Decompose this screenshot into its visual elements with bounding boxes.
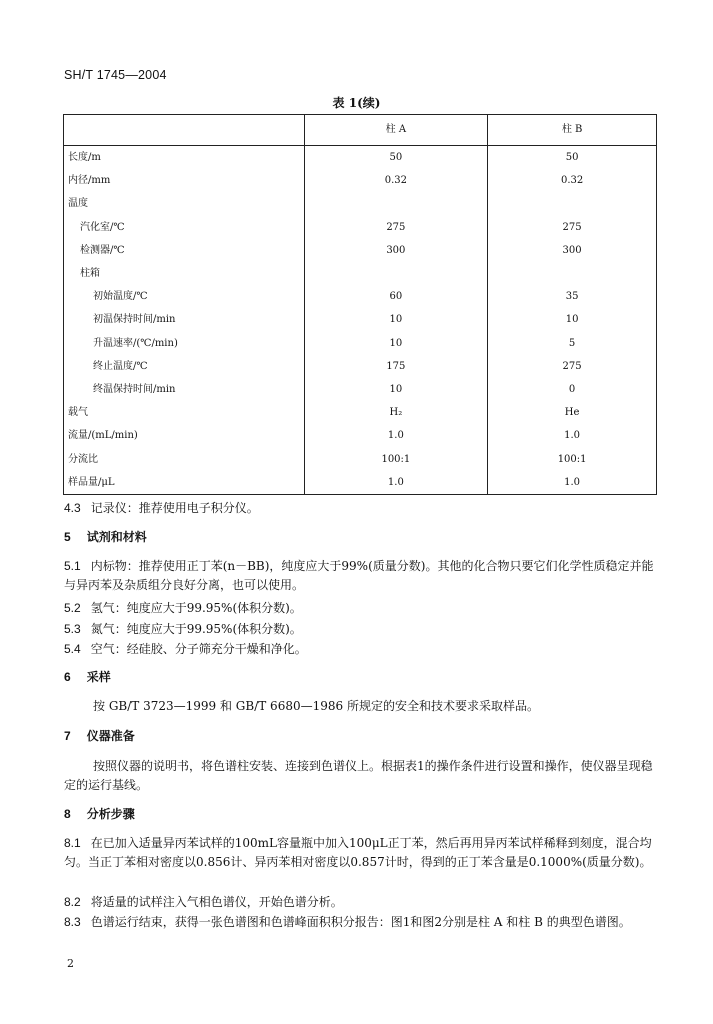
- table-row: [64, 216, 657, 239]
- column-a-value: [304, 262, 488, 285]
- column-a-value: H₂: [304, 401, 488, 424]
- section-5-heading: [64, 528, 658, 547]
- clause-text: 记录仪：推荐使用电子积分仪。: [90, 501, 259, 515]
- table-row: [64, 146, 657, 170]
- row-label: 初温保持时间/min: [64, 308, 305, 331]
- row-label: 升温速率/(℃/min): [64, 332, 305, 355]
- column-header-column-b: 柱 B: [488, 115, 657, 146]
- table-row: [64, 285, 657, 308]
- column-b-value: 300: [488, 239, 657, 262]
- section-7-heading: [64, 727, 658, 746]
- column-a-value: 100:1: [304, 448, 488, 471]
- clause-8-2: [64, 893, 658, 912]
- column-b-value: [488, 192, 657, 215]
- row-label: 内径/mm: [64, 169, 305, 192]
- page-number: 2: [67, 957, 74, 970]
- clause-text: 内标物：推荐使用正丁苯(n－BB)，纯度应大于99%(质量分数)。其他的化合物只要它们化学性质稳定并能与异丙苯及杂质组分良好分离，也可以使用。: [64, 559, 654, 592]
- table-row: [64, 192, 657, 215]
- column-a-value: 175: [304, 355, 488, 378]
- clause-4-3: [64, 499, 658, 518]
- clause-number: 8.3: [64, 915, 81, 929]
- clause-8-3: [64, 913, 658, 932]
- clause-text: 氮气：纯度应大于99.95%(体积分数)。: [90, 622, 302, 636]
- clause-text: 空气：经硅胶、分子筛充分干燥和净化。: [90, 642, 307, 656]
- section-title: 分析步骤: [86, 807, 135, 821]
- table-row: [64, 239, 657, 262]
- table-row: [64, 448, 657, 471]
- row-label: 初始温度/℃: [64, 285, 305, 308]
- column-b-value: 275: [488, 216, 657, 239]
- clause-number: 8.1: [64, 836, 81, 850]
- row-label: 汽化室/℃: [64, 216, 305, 239]
- table-row: [64, 401, 657, 424]
- column-a-value: 1.0: [304, 424, 488, 447]
- column-b-value: 100:1: [488, 448, 657, 471]
- section-title: 试剂和材料: [86, 530, 147, 544]
- table-row: [64, 169, 657, 192]
- standard-number: SH/T 1745—2004: [64, 68, 167, 82]
- clause-5-1: [64, 557, 658, 595]
- column-b-value: 35: [488, 285, 657, 308]
- table-row: [64, 471, 657, 495]
- clause-text: 将适量的试样注入气相色谱仪，开始色谱分析。: [90, 895, 343, 909]
- row-label: 载气: [64, 401, 305, 424]
- row-label: 终止温度/℃: [64, 355, 305, 378]
- section-8-heading: [64, 805, 658, 824]
- column-b-value: 0: [488, 378, 657, 401]
- column-b-value: [488, 262, 657, 285]
- column-a-value: 50: [304, 146, 488, 170]
- column-header-item: [64, 115, 305, 146]
- table-header-row: [64, 115, 657, 146]
- row-label: 温度: [64, 192, 305, 215]
- section-title: 采样: [86, 670, 111, 684]
- clause-number: 8.2: [64, 895, 81, 909]
- clause-text: 色谱运行结束，获得一张色谱图和色谱峰面积积分报告：图1和图2分别是柱 A 和柱 B 的典型色谱图。: [90, 915, 631, 929]
- row-label: 检测器/℃: [64, 239, 305, 262]
- column-b-value: 50: [488, 146, 657, 170]
- column-a-value: 1.0: [304, 471, 488, 495]
- table-row: [64, 378, 657, 401]
- clause-8-1: [64, 834, 658, 872]
- section-7-text: 按照仪器的说明书，将色谱柱安装、连接到色谱仪上。根据表1的操作条件进行设置和操作，使仪器呈现稳定的运行基线。: [64, 759, 653, 792]
- column-a-value: [304, 192, 488, 215]
- section-6-heading: [64, 668, 658, 687]
- column-b-value: 0.32: [488, 169, 657, 192]
- row-label: 终温保持时间/min: [64, 378, 305, 401]
- clause-5-2: [64, 599, 658, 618]
- section-title: 仪器准备: [86, 729, 135, 743]
- section-number: 8: [64, 807, 71, 821]
- column-b-value: 1.0: [488, 471, 657, 495]
- column-b-value: He: [488, 401, 657, 424]
- section-number: 7: [64, 729, 71, 743]
- clause-text: 氢气：纯度应大于99.95%(体积分数)。: [90, 601, 302, 615]
- clause-number: 5.1: [64, 559, 81, 573]
- column-a-value: 10: [304, 308, 488, 331]
- clause-5-3: [64, 620, 658, 639]
- column-b-value: 1.0: [488, 424, 657, 447]
- table-row: [64, 308, 657, 331]
- clause-number: 5.3: [64, 622, 81, 636]
- column-a-value: 275: [304, 216, 488, 239]
- column-b-value: 10: [488, 308, 657, 331]
- section-6-text: 按 GB/T 3723—1999 和 GB/T 6680—1986 所规定的安全和技术要求采取样品。: [93, 699, 539, 713]
- row-label: 分流比: [64, 448, 305, 471]
- column-a-value: 300: [304, 239, 488, 262]
- column-header-column-a: 柱 A: [304, 115, 488, 146]
- table-row: [64, 355, 657, 378]
- row-label: 样品量/μL: [64, 471, 305, 495]
- table-row: [64, 262, 657, 285]
- column-b-value: 275: [488, 355, 657, 378]
- table-caption: 表 1(续): [332, 96, 381, 110]
- row-label: 流量/(mL/min): [64, 424, 305, 447]
- column-a-value: 0.32: [304, 169, 488, 192]
- clause-number: 4.3: [64, 501, 81, 515]
- column-b-value: 5: [488, 332, 657, 355]
- column-a-value: 10: [304, 378, 488, 401]
- clause-text: 在已加入适量异丙苯试样的100mL容量瓶中加入100μL正丁苯，然后再用异丙苯试样稀释到刻度，混合均匀。当正丁苯相对密度以0.856计、异丙苯相对密度以0.857计时，得到的正丁苯含量是0.1000%(质量分数)。: [64, 836, 652, 869]
- clause-number: 5.4: [64, 642, 81, 656]
- column-a-value: 60: [304, 285, 488, 308]
- column-a-value: 10: [304, 332, 488, 355]
- section-number: 6: [64, 670, 71, 684]
- conditions-table: [63, 114, 657, 495]
- row-label: 柱箱: [64, 262, 305, 285]
- clause-5-4: [64, 640, 658, 659]
- table-row: [64, 424, 657, 447]
- row-label: 长度/m: [64, 146, 305, 170]
- section-number: 5: [64, 530, 71, 544]
- clause-number: 5.2: [64, 601, 81, 615]
- table-row: [64, 332, 657, 355]
